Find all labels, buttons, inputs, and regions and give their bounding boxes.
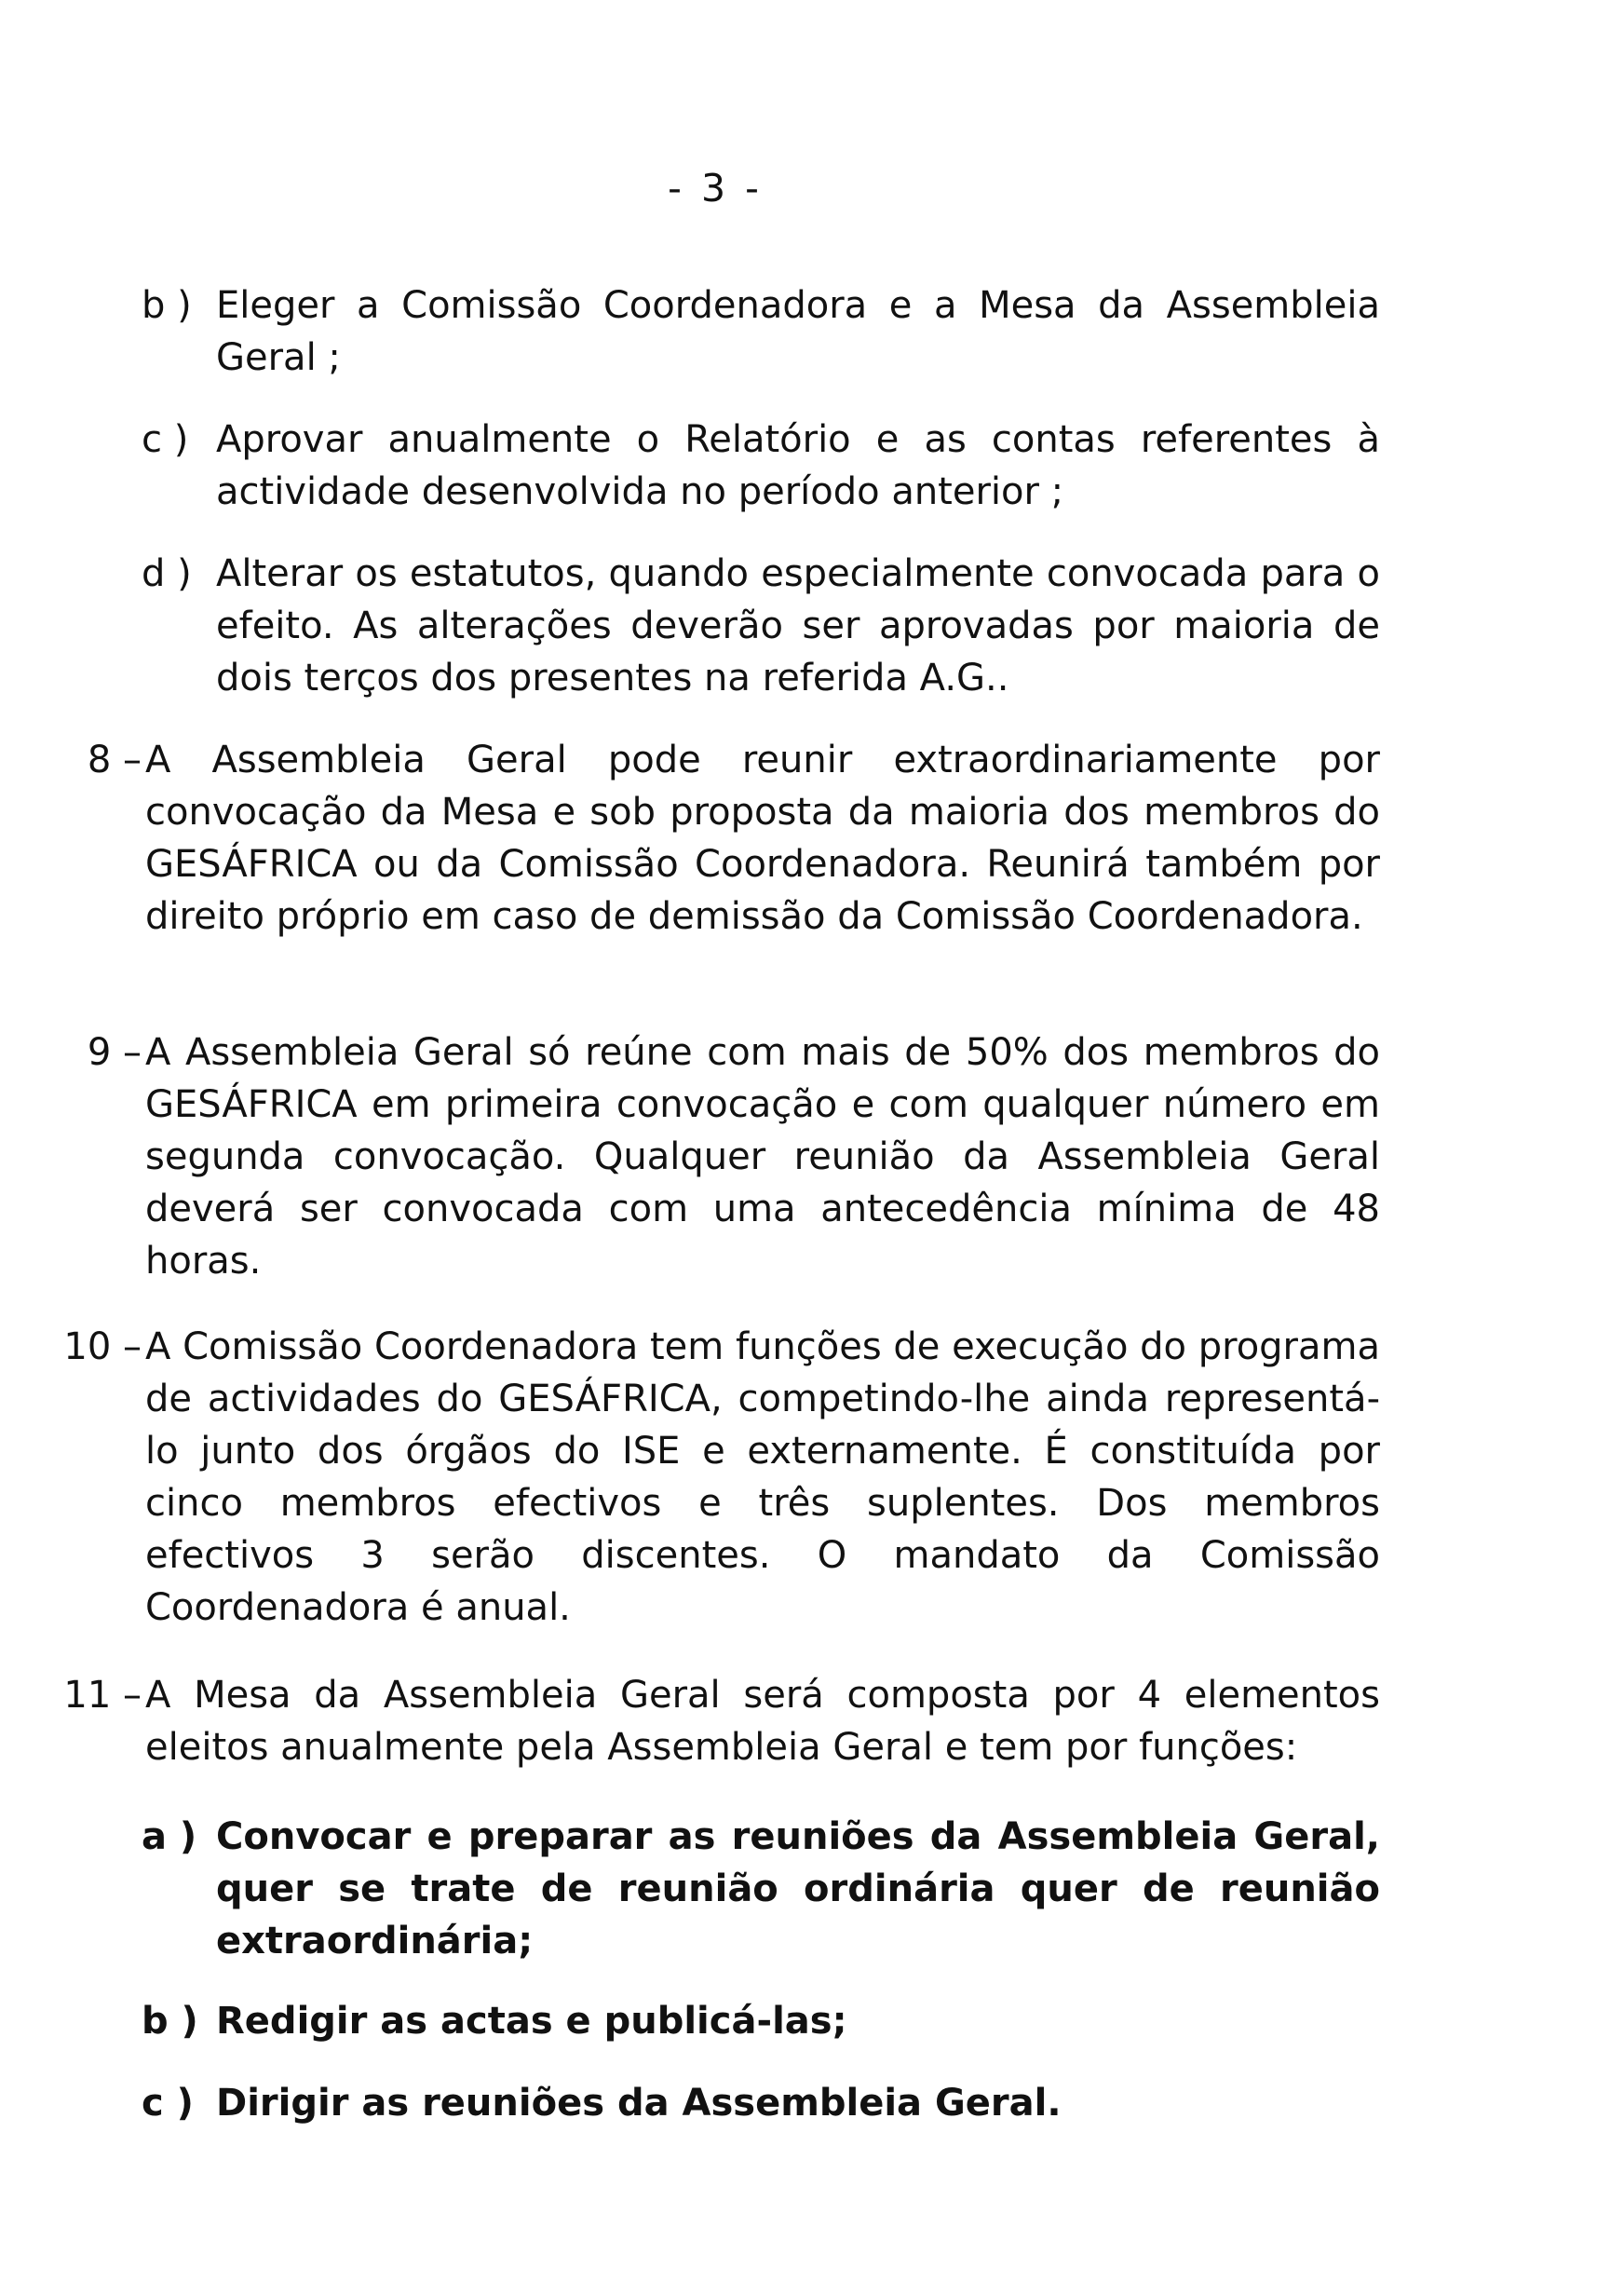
paragraph-text: A Assembleia Geral pode reunir extraordinariamente por convocação da Mesa e sob proposta da maioria dos membros do GESÁFRICA ou da Comissão Coordenadora. Reunirá também por direito próprio em caso de demissão da Comissão Coordenadora. xyxy=(145,739,1380,938)
paragraph-number: 10 – xyxy=(63,1325,142,1368)
paragraph-8 xyxy=(0,734,1380,943)
paragraph-11 xyxy=(0,1669,1380,1773)
item-marker: d ) xyxy=(142,552,192,595)
item-text: Redigir as actas e publicá-las; xyxy=(216,2000,847,2043)
paragraph-text: A Mesa da Assembleia Geral será composta por 4 elementos eleitos anualmente pela Assembleia Geral e tem por funções: xyxy=(145,1674,1380,1769)
item-marker: c ) xyxy=(142,418,189,461)
item-marker: a ) xyxy=(142,1815,197,1858)
item-c-direct xyxy=(142,2077,1380,2129)
paragraph-text: A Comissão Coordenadora tem funções de execução do programa de actividades do GESÁFRICA, competindo-lhe ainda representá-lo junto dos órgãos do ISE e externamente. É constituída por cinco membros efectivos e três suplentes. Dos membros efectivos 3 serão discentes. O mandato da Comissão Coordenadora é anual. xyxy=(145,1325,1380,1629)
item-text: Aprovar anualmente o Relatório e as contas referentes à actividade desenvolvida no período anterior ; xyxy=(216,418,1380,513)
item-text: Eleger a Comissão Coordenadora e a Mesa da Assembleia Geral ; xyxy=(216,284,1380,379)
item-b-minutes xyxy=(142,1995,1380,2047)
item-marker: b ) xyxy=(142,2000,198,2043)
item-text: Convocar e preparar as reuniões da Assembleia Geral, quer se trate de reunião ordinária quer de reunião extraordinária; xyxy=(216,1815,1380,1962)
paragraph-number: 9 – xyxy=(87,1031,142,1074)
page-number: - 3 - xyxy=(668,166,763,210)
item-c-approve xyxy=(142,414,1380,518)
paragraph-number: 11 – xyxy=(63,1674,142,1717)
paragraph-10 xyxy=(0,1321,1380,1634)
item-marker: b ) xyxy=(142,284,192,327)
item-text: Dirigir as reuniões da Assembleia Geral. xyxy=(216,2082,1062,2125)
paragraph-number: 8 – xyxy=(87,739,142,781)
item-marker: c ) xyxy=(142,2082,194,2125)
item-d-alter xyxy=(142,548,1380,704)
paragraph-9 xyxy=(0,1026,1380,1287)
item-b-elect xyxy=(142,279,1380,384)
item-text: Alterar os estatutos, quando especialmente convocada para o efeito. As alterações deverão ser aprovadas por maioria de dois terços dos presentes na referida A.G.. xyxy=(216,552,1380,699)
paragraph-text: A Assembleia Geral só reúne com mais de 50% dos membros do GESÁFRICA em primeira convocação e com qualquer número em segunda convocação. Qualquer reunião da Assembleia Geral deverá ser convocada com uma antecedência mínima de 48 horas. xyxy=(145,1031,1380,1283)
item-a-convene xyxy=(142,1811,1380,1967)
